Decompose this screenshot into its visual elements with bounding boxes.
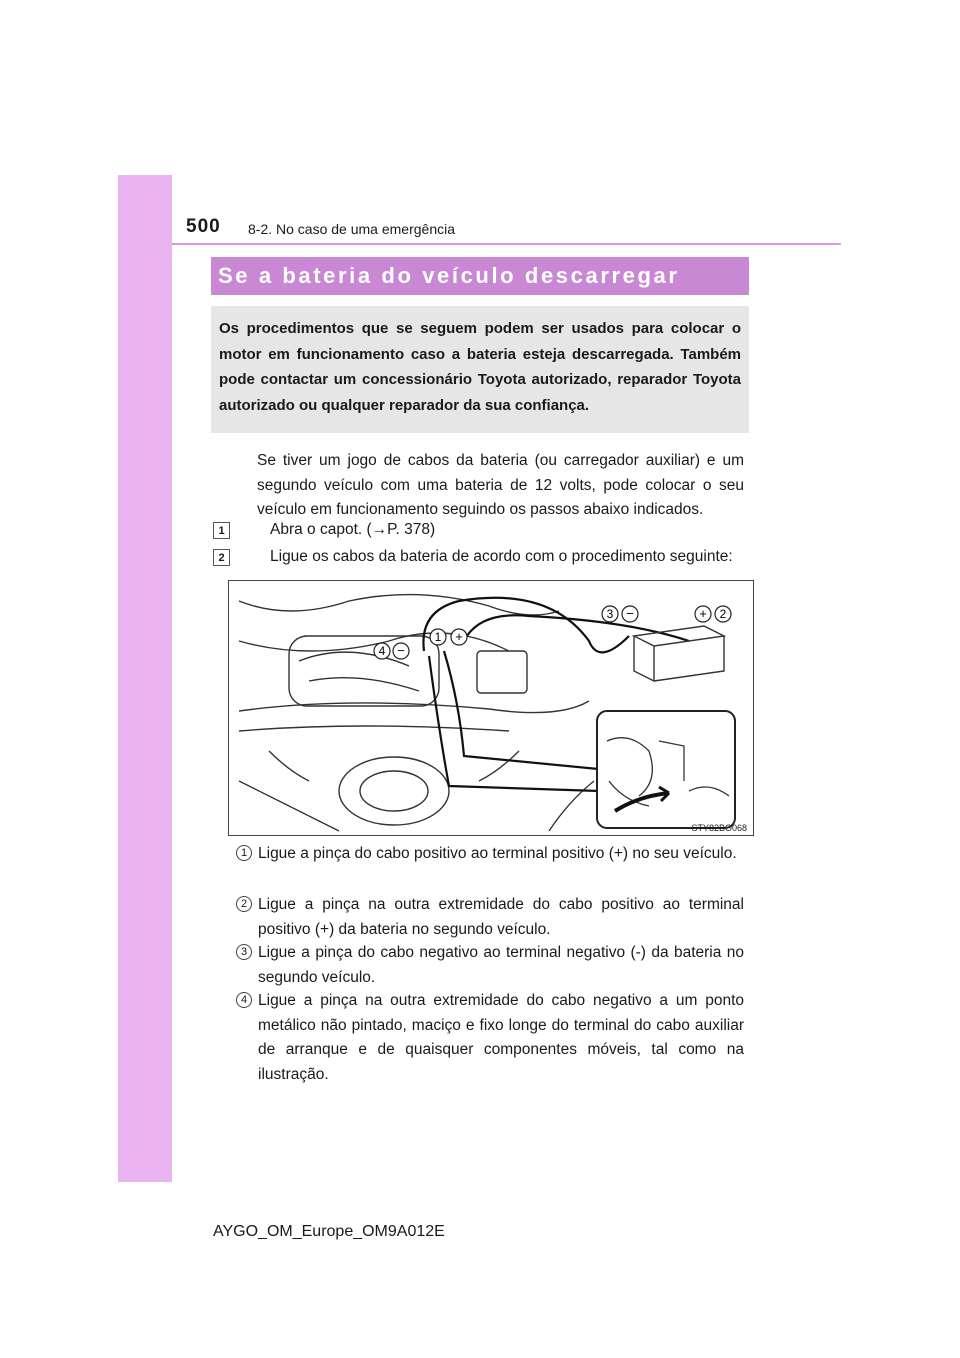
engine-bay-drawing — [229, 581, 753, 835]
callout-3: 3 — [606, 607, 614, 621]
intro-box — [211, 306, 749, 433]
step-text: Abra o capot. (→P. 378) — [270, 521, 436, 538]
number-circle: 2 — [236, 896, 252, 912]
figure-code: STY82BO068 — [691, 823, 747, 833]
step-badge: 2 — [213, 549, 230, 566]
booster-battery — [634, 626, 724, 681]
page-title: Se a bateria do veículo descarregar — [211, 257, 749, 295]
svg-text:+: + — [699, 606, 707, 621]
sub-step-text: Ligue a pinça na outra extremidade do cabo negativo a um ponto metálico não pintado, maciço e fixo longe do terminal do cabo auxiliar de arranque e de quaisquer componentes móveis, tal como na ilustração. — [258, 992, 744, 1083]
sub-step-text: Ligue a pinça do cabo negativo ao terminal negativo (-) da bateria no segundo veículo. — [258, 944, 744, 986]
number-circle: 1 — [236, 845, 252, 861]
page-number: 500 — [186, 216, 221, 237]
sub-step-1 — [236, 842, 744, 867]
jump-start-illustration — [228, 580, 754, 836]
callout-4: 4 — [378, 644, 386, 658]
callout-2: 2 — [719, 607, 727, 621]
step-badge: 1 — [213, 522, 230, 539]
sub-step-text: Ligue a pinça na outra extremidade do cabo positivo ao terminal positivo (+) da bateria no segundo veículo. — [258, 896, 744, 938]
body-paragraph: Se tiver um jogo de cabos da bateria (ou carregador auxiliar) e um segundo veículo com uma bateria de 12 volts, pode colocar o seu veículo em funcionamento seguindo os passos abaixo indicados. — [257, 452, 744, 518]
intro-text: Os procedimentos que se seguem podem ser usados para colocar o motor em funcionamento caso a bateria esteja descarregada. Também pode contactar um concessionário Toyota autorizado, reparador Toyota autorizado ou qualquer reparador da sua confiança. — [219, 320, 741, 414]
footer-document-code: AYGO_OM_Europe_OM9A012E — [213, 1223, 445, 1240]
sub-step-3 — [236, 941, 744, 990]
svg-text:+: + — [455, 629, 463, 644]
callout-1: 1 — [434, 630, 442, 644]
number-circle: 3 — [236, 944, 252, 960]
number-circle: 4 — [236, 992, 252, 1008]
sub-step-2 — [236, 893, 744, 942]
header-rule — [172, 243, 841, 245]
svg-text:−: − — [397, 643, 405, 658]
section-label: 8-2. No caso de uma emergência — [248, 221, 455, 237]
svg-text:−: − — [626, 606, 634, 621]
step-text: Ligue os cabos da bateria de acordo com o procedimento seguinte: — [270, 548, 733, 565]
side-tab-band — [118, 175, 172, 1182]
sub-step-text: Ligue a pinça do cabo positivo ao terminal positivo (+) no seu veículo. — [258, 845, 737, 862]
sub-step-4 — [236, 989, 744, 1087]
